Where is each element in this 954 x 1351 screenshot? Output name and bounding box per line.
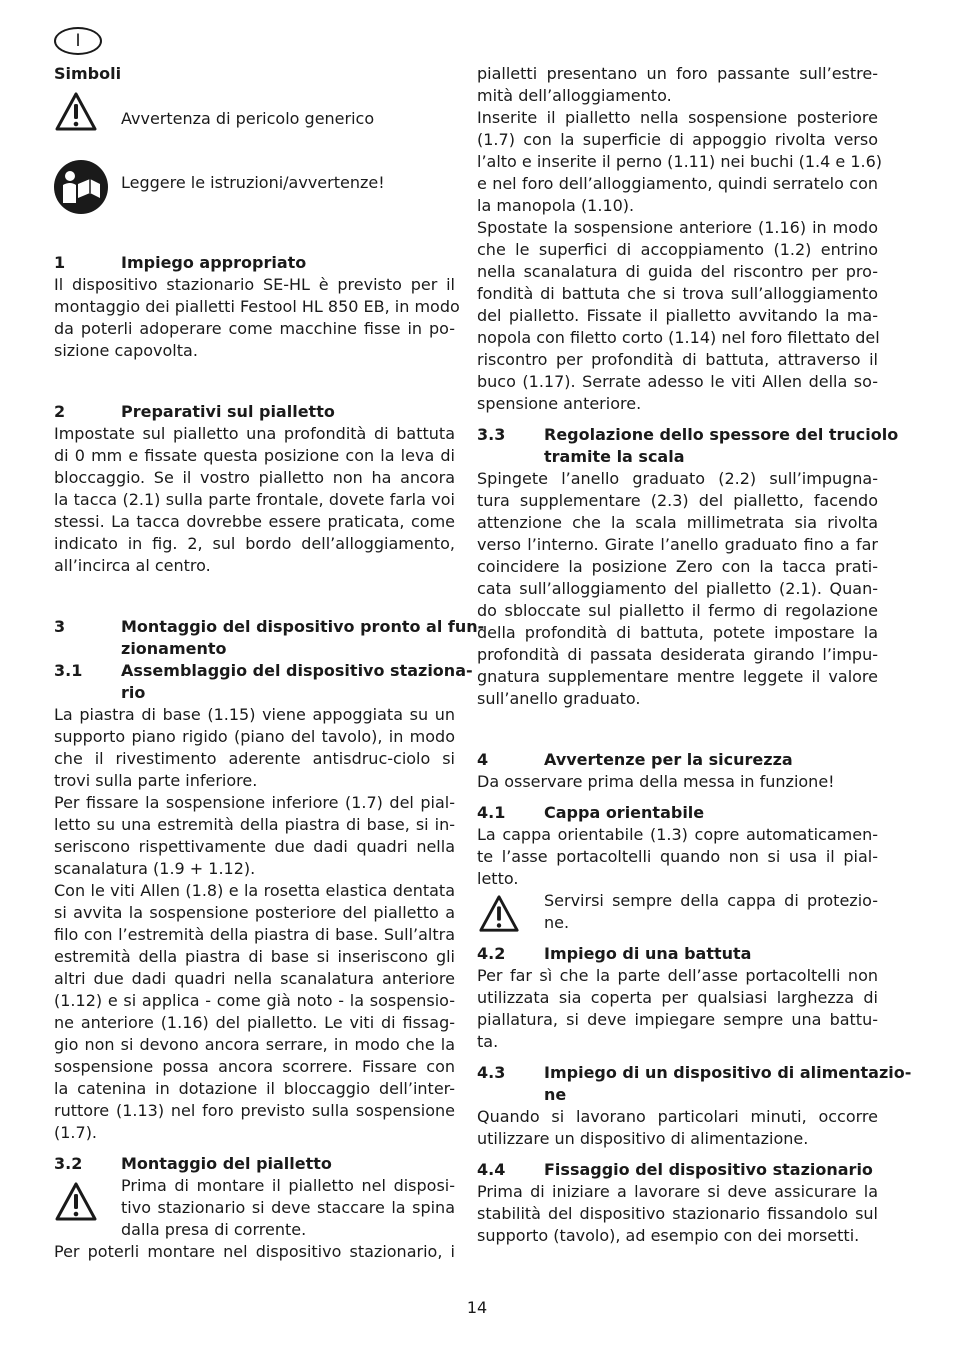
paragraph-line: (1.7) con la superficie di appoggio rivolta verso	[477, 130, 878, 149]
paragraph-line: fondità di battuta che si trova sull’alloggiamento	[477, 284, 878, 303]
paragraph-line: stabilità del dispositivo stazionario fissandolo sul	[477, 1204, 878, 1223]
paragraph-line: coincidere la posizione Zero con la tacca prati-	[477, 557, 878, 576]
paragraph-line: gio non si devono ancora serrare, in modo che la	[54, 1035, 455, 1054]
paragraph-line: si avvita la sospensione posteriore del pialletto a	[54, 903, 455, 922]
section-4-3-title: ne	[544, 1085, 567, 1104]
section-3-1-number: 3.1	[54, 661, 83, 680]
warning-line: Prima di montare il pialletto nel disposi-	[121, 1176, 455, 1195]
warning-line: tivo stazionario si deve staccare la spina	[121, 1198, 455, 1217]
section-3-title: zionamento	[121, 639, 227, 658]
read-manual-icon	[54, 160, 108, 214]
paragraph-line: bloccaggio. Se il vostro pialletto non ha ancora	[54, 468, 455, 487]
paragraph-line: Con le viti Allen (1.8) e la rosetta elastica dentata	[54, 881, 455, 900]
symbols-heading: Simboli	[54, 64, 122, 83]
section-3-3-number: 3.3	[477, 425, 506, 444]
paragraph-line: nella scanalatura di guida del riscontro per pro-	[477, 262, 878, 281]
paragraph-line: nopola con filetto corto (1.14) nel foro filettato del	[477, 328, 880, 347]
warning-triangle-icon	[54, 1180, 98, 1224]
paragraph-line: altri due dadi quadri nella scanalatura anteriore	[54, 969, 455, 988]
paragraph-line: ta.	[477, 1032, 499, 1051]
paragraph-line: ruttore (1.13) nel foro previsto sulla sospensione	[54, 1101, 455, 1120]
paragraph-line: te l’asse portacoltelli quando non si usa il pial-	[477, 847, 878, 866]
paragraph-line: che le superfici di accoppiamento (1.2) entrino	[477, 240, 878, 259]
paragraph-line: filo con l’estremità della piastra di base. Sull’altra	[54, 925, 455, 944]
paragraph-line: montaggio dei pialletti Festool HL 850 EB, in modo	[54, 297, 460, 316]
section-4-number: 4	[477, 750, 489, 769]
paragraph-line: la manopola (1.10).	[477, 196, 635, 215]
section-4-2-title: Impiego di una battuta	[544, 944, 752, 963]
section-4-3-number: 4.3	[477, 1063, 506, 1082]
paragraph-line: attenzione che la scala millimetrata sia rivolta	[477, 513, 878, 532]
paragraph-line: l’alto e inserite il perno (1.11) nei buchi (1.4 e 1.6)	[477, 152, 883, 171]
warning-line: Servirsi sempre della cappa di protezio-	[544, 891, 878, 910]
paragraph-line: la catenina in dotazione il bloccaggio dell’inter-	[54, 1079, 455, 1098]
paragraph-line: spensione anteriore.	[477, 394, 642, 413]
section-4-1-title: Cappa orientabile	[544, 803, 705, 822]
paragraph-line: che il rivestimento aderente antisdruc-ciolo si	[54, 749, 455, 768]
paragraph-line: Per far sì che la parte dell’asse portacoltelli non	[477, 966, 878, 985]
paragraph-line: verso l’interno. Girate l’anello graduato fino a far	[477, 535, 878, 554]
paragraph-line: all’incirca al centro.	[54, 556, 211, 575]
paragraph-line: supporto piano rigido (piano del tavolo), in modo	[54, 727, 455, 746]
section-4-1-number: 4.1	[477, 803, 506, 822]
paragraph-line: indicato in fig. 2, sul bordo dell’alloggiamento,	[54, 534, 455, 553]
warning-line: ne.	[544, 913, 570, 932]
section-4-2-number: 4.2	[477, 944, 506, 963]
paragraph-line: piallatura, si deve impiegare sempre una battu-	[477, 1010, 878, 1029]
section-4-3-title: Impiego di un dispositivo di alimentazio-	[544, 1063, 912, 1082]
paragraph-line: stessi. La tacca dovrebbe essere praticata, come	[54, 512, 455, 531]
paragraph-line: Quando si lavorano particolari minuti, occorre	[477, 1107, 878, 1126]
page-number: 14	[466, 1298, 488, 1317]
paragraph-line: la tacca (2.1) sulla parte frontale, dovete farla voi	[54, 490, 455, 509]
paragraph-line: Il dispositivo stazionario SE-HL è previsto per il	[54, 275, 455, 294]
paragraph-line: supporto (tavolo), ad esempio con dei morsetti.	[477, 1226, 860, 1245]
paragraph-line: La cappa orientabile (1.3) copre automaticamen-	[477, 825, 878, 844]
paragraph-line: Impostate sul pialletto una profondità di battuta	[54, 424, 455, 443]
paragraph-line: Spostate la sospensione anteriore (1.16) in modo	[477, 218, 878, 237]
paragraph-line: ne anteriore (1.16) del pialletto. Le viti di fissag-	[54, 1013, 455, 1032]
section-1-title: Impiego appropriato	[121, 253, 307, 272]
paragraph-line: (1.12) e si applica - come già noto - la sospensio-	[54, 991, 455, 1010]
paragraph-line: Prima di iniziare a lavorare si deve assicurare la	[477, 1182, 878, 1201]
paragraph-line: pialletti presentano un foro passante sull’estre-	[477, 64, 878, 83]
section-1-number: 1	[54, 253, 66, 272]
warning-triangle-icon	[54, 90, 98, 134]
section-3-2-number: 3.2	[54, 1154, 83, 1173]
paragraph-line: Spingete l’anello graduato (2.2) sull’impugna-	[477, 469, 878, 488]
paragraph-line: sull’anello graduato.	[477, 689, 641, 708]
paragraph-line: La piastra di base (1.15) viene appoggiata su un	[54, 705, 455, 724]
section-3-3-title: tramite la scala	[544, 447, 685, 466]
paragraph-line: scanalatura (1.9 + 1.12).	[54, 859, 256, 878]
paragraph-line: del pialletto. Fissate il pialletto avvitando la ma-	[477, 306, 878, 325]
paragraph-line: della profondità di battuta, potete impostare la	[477, 623, 878, 642]
warning-triangle-icon	[477, 893, 521, 935]
paragraph-line: letto su una estremità della piastra di base, si in-	[54, 815, 455, 834]
section-4-4-number: 4.4	[477, 1160, 506, 1179]
paragraph-line: seriscono rispettivamente due dadi quadri nella	[54, 837, 455, 856]
paragraph-line: di 0 mm e fissate questa posizione con la leva di	[54, 446, 455, 465]
section-3-1-title: rio	[121, 683, 146, 702]
section-2-title: Preparativi sul pialletto	[121, 402, 335, 421]
paragraph-line: letto.	[477, 869, 519, 888]
section-3-2-title: Montaggio del pialletto	[121, 1154, 332, 1173]
paragraph-line: riscontro per profondità di battuta, attraverso il	[477, 350, 878, 369]
paragraph-line: tura supplementare (2.3) del pialletto, facendo	[477, 491, 878, 510]
paragraph-line: Inserite il pialletto nella sospensione posteriore	[477, 108, 878, 127]
paragraph-line: estremità della piastra di base si inseriscono gli	[54, 947, 455, 966]
section-3-1-title: Assemblaggio del dispositivo staziona-	[121, 661, 473, 680]
section-2-number: 2	[54, 402, 66, 421]
warning-line: dalla presa di corrente.	[121, 1220, 307, 1239]
paragraph-line: utilizzata sia coperta per qualsiasi larghezza di	[477, 988, 878, 1007]
paragraph-line: sospensione possa ancora scorrere. Fissare con	[54, 1057, 455, 1076]
section-4-4-title: Fissaggio del dispositivo stazionario	[544, 1160, 873, 1179]
paragraph-line: mità dell’alloggiamento.	[477, 86, 672, 105]
section-3-title: Montaggio del dispositivo pronto al fun-	[121, 617, 485, 636]
language-badge: I	[54, 27, 102, 55]
section-3-number: 3	[54, 617, 66, 636]
paragraph-line: Per poterli montare nel dispositivo stazionario, i	[54, 1242, 455, 1261]
paragraph-line: da poterli adoperare come macchine fisse in po-	[54, 319, 455, 338]
paragraph-line: utilizzare un dispositivo di alimentazione.	[477, 1129, 809, 1148]
paragraph-line: sizione capovolta.	[54, 341, 198, 360]
paragraph-line: profondità di passata desiderata girando l’impu-	[477, 645, 878, 664]
symbol-warning-text: Avvertenza di pericolo generico	[121, 109, 375, 128]
paragraph-line: buco (1.17). Serrate adesso le viti Allen della so-	[477, 372, 878, 391]
paragraph-line: e nel foro dell’alloggiamento, quindi serratelo con	[477, 174, 878, 193]
paragraph-line: do sbloccate sul pialletto il fermo di regolazione	[477, 601, 878, 620]
paragraph-line: cata sull’alloggiamento del pialletto (2.1). Quan-	[477, 579, 878, 598]
paragraph-line: gnatura supplementare mentre leggete il valore	[477, 667, 878, 686]
paragraph-line: trovi sulla parte inferiore.	[54, 771, 258, 790]
paragraph-line: (1.7).	[54, 1123, 98, 1142]
section-3-3-title: Regolazione dello spessore del truciolo	[544, 425, 899, 444]
section-4-title: Avvertenze per la sicurezza	[544, 750, 793, 769]
symbol-read-manual-text: Leggere le istruzioni/avvertenze!	[121, 173, 385, 192]
paragraph-line: Per fissare la sospensione inferiore (1.7) del pial-	[54, 793, 455, 812]
paragraph-line: Da osservare prima della messa in funzione!	[477, 772, 835, 791]
